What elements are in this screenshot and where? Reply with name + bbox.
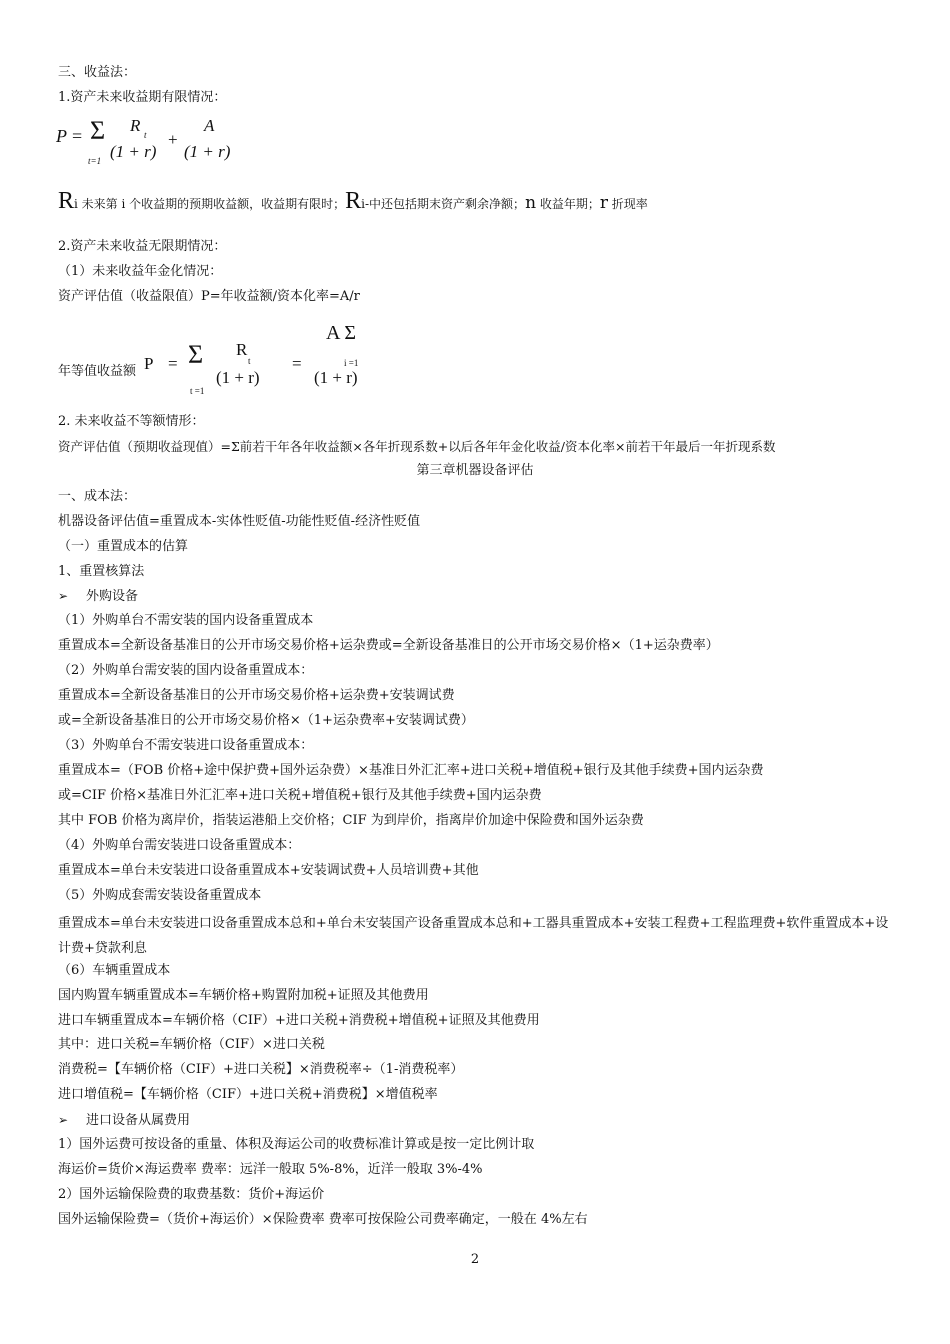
formula2-num1: R [236, 340, 248, 359]
item6-formula5: 进口增值税=【车辆价格（CIF）+进口关税+消费税】×增值税率 [58, 1087, 438, 1102]
fee1-heading: 1）国外运费可按设备的重量、体积及海运公司的收费标准计算或是按一定比例计取 [58, 1137, 535, 1152]
item6-formula4: 消费税=【车辆价格（CIF）+进口关税】×消费税率÷（1-消费税率） [58, 1062, 464, 1077]
formula2-den1: (1 + r) [216, 368, 260, 387]
formula-p: P [56, 126, 67, 146]
formula2-sigma: Σ [188, 340, 204, 369]
item3-note: 其中 FOB 价格为离岸价，指装运港船上交价格；CIF 为到岸价，指离岸价加途中保险费和国外运杂费 [58, 813, 644, 828]
formula2-eq1: = [168, 354, 178, 373]
case2-1-heading: （1）未来收益年金化情况： [58, 264, 223, 279]
item2-formula1: 重置成本=全新设备基准日的公开市场交易价格+运杂费+安装调试费 [58, 688, 455, 703]
formula2-sigma-sub: t =1 [190, 386, 205, 396]
case3-heading: 2. 未来收益不等额情形： [58, 414, 205, 429]
formula2-num2-sub: i =1 [344, 358, 359, 368]
legend-r2: R [345, 188, 362, 214]
item2-formula2: 或=全新设备基准日的公开市场交易价格×（1+运杂费率+安装调试费） [58, 713, 474, 728]
cost-formula: 机器设备评估值=重置成本-实体性贬值-功能性贬值-经济性贬值 [58, 514, 421, 529]
item1-heading: （1）外购单台不需安装的国内设备重置成本 [58, 613, 314, 628]
formula2-den2: (1 + r) [314, 368, 358, 387]
item6-formula2: 进口车辆重置成本=车辆价格（CIF）+进口关税+消费税+增值税+证照及其他费用 [58, 1013, 540, 1028]
formula2-num2: A Σ [326, 322, 356, 344]
page-number: 2 [470, 1252, 480, 1267]
fee1-formula: 海运价=货价×海运费率 费率：远洋一般取 5%-8%，近洋一般取 3%-4% [58, 1162, 483, 1177]
formula-legend [58, 188, 648, 222]
cost-subheading: （一）重置成本的估算 [58, 539, 189, 554]
item2-heading: （2）外购单台需安装的国内设备重置成本： [58, 663, 314, 678]
item3-formula2: 或=CIF 价格×基准日外汇汇率+进口关税+增值税+银行及其他手续费+国内运杂费 [58, 788, 542, 803]
formula2-eq2: = [292, 354, 302, 373]
formula-equal-annuity [58, 318, 398, 398]
sigma-subscript: t=1 [88, 156, 102, 166]
legend-r1: R [58, 188, 75, 214]
legend-text3: 收益年期； [536, 197, 600, 211]
legend-n: n [525, 193, 537, 213]
case2-heading: 2.资产未来收益无限期情况： [58, 239, 227, 254]
numerator-a: A [204, 116, 215, 135]
legend-text2: i-中还包括期末资产剩余净额； [361, 197, 526, 211]
legend-r: r [599, 193, 608, 213]
fee2-formula: 国外运输保险费=（货价+海运价）×保险费率 费率可按保险公司费率确定，一般在 4%左右 [58, 1212, 588, 1227]
cost-method-heading: 1、重置核算法 [58, 564, 145, 579]
item6-heading: （6）车辆重置成本 [58, 963, 171, 978]
case2-1-formula: 资产评估值（收益限值）P=年收益额/资本化率=A/r [58, 289, 360, 304]
item1-formula: 重置成本=全新设备基准日的公开市场交易价格+运杂费或=全新设备基准日的公开市场交易价格×（1+运杂费率） [58, 638, 719, 653]
section-heading: 三、收益法： [58, 65, 137, 80]
numerator-subscript: t [144, 130, 147, 140]
bullet-import-fees: ➢ 进口设备从属费用 [58, 1111, 190, 1130]
cost-heading: 一、成本法： [58, 489, 137, 504]
formula2-label: 年等值收益额 [58, 364, 137, 379]
case3-formula: 资产评估值（预期收益现值）=Σ前若干年各年收益额×各年折现系数+以后各年年金化收益/资本化率×前若干年最后一年折现系数 [58, 439, 776, 454]
item5-heading: （5）外购成套需安装设备重置成本 [58, 888, 262, 903]
formula2-p: P [144, 354, 154, 373]
legend-text1: i 未来第 i 个收益期的预期收益额，收益期有限时； [74, 197, 346, 211]
item6-formula3: 其中：进口关税=车辆价格（CIF）×进口关税 [58, 1037, 325, 1052]
plus-sign: + [168, 130, 178, 149]
chapter-title: 第三章机器设备评估 [416, 463, 534, 478]
legend-text4: 折现率 [607, 197, 648, 211]
case1-heading: 1.资产未来收益期有限情况： [58, 90, 227, 105]
formula-eq: = [72, 126, 83, 146]
denominator-1: (1 + r) [110, 142, 157, 161]
denominator-2: (1 + r) [184, 142, 231, 161]
item3-heading: （3）外购单台不需安装进口设备重置成本： [58, 738, 314, 753]
item6-formula1: 国内购置车辆重置成本=车辆价格+购置附加税+证照及其他费用 [58, 988, 429, 1003]
formula-finite-income [50, 112, 270, 172]
numerator-r: R [130, 116, 141, 135]
item4-formula: 重置成本=单台未安装进口设备重置成本+安装调试费+人员培训费+其他 [58, 863, 479, 878]
item5-formula: 重置成本=单台未安装进口设备重置成本总和+单台未安装国产设备重置成本总和+工器具重置成本+安装工程费+工程监理费+软件重置成本+设计费+贷款利息 [58, 916, 889, 956]
fee2-heading: 2）国外运输保险费的取费基数：货价+海运价 [58, 1187, 325, 1202]
formula2-num1-sub: t [248, 356, 251, 366]
sigma-symbol: Σ [90, 116, 106, 145]
bullet-purchased-equipment: ➢ 外购设备 [58, 587, 138, 606]
item3-formula1: 重置成本=（FOB 价格+途中保护费+国外运杂费）×基准日外汇汇率+进口关税+增值税+银行及其他手续费+国内运杂费 [58, 763, 764, 778]
item4-heading: （4）外购单台需安装进口设备重置成本： [58, 838, 301, 853]
